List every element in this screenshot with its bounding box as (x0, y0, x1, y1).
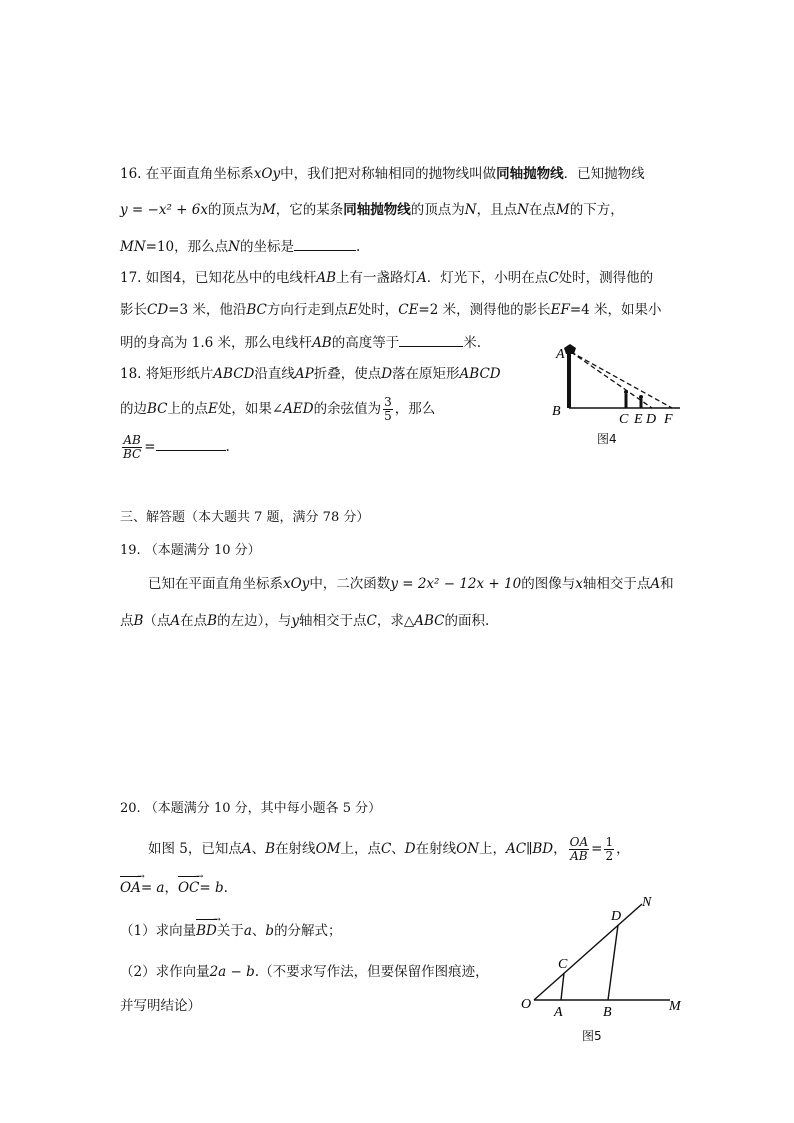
q17-var-a: A (417, 270, 427, 286)
q20-text: 、 (251, 841, 266, 857)
q19-text: 已知在平面直角坐标系 (148, 576, 283, 592)
q20-text: .（不要求写作法，但要保留作图痕迹， (254, 964, 489, 980)
q20-text: 、 (391, 841, 405, 857)
q18-ratio-denominator: BC (123, 447, 142, 461)
fig5-label-d: D (611, 909, 622, 924)
q18-var-bc: BC (147, 401, 168, 417)
q16-term-bold: 同轴抛物线 (343, 202, 411, 218)
q18-ratio-fraction (122, 434, 142, 461)
section-3-heading: 三、解答题（本大题共 7 题，满分 78 分） (120, 510, 370, 525)
q16-line-3 (120, 236, 360, 257)
q19-var-x: x (575, 576, 583, 592)
q20-part-1 (120, 921, 342, 941)
q19-var-c: C (366, 613, 377, 629)
fig5-label-c: C (558, 957, 568, 972)
q18-text: 处，如果∠ (217, 401, 284, 417)
q20-half-fraction (604, 836, 614, 863)
q19-var-a: A (650, 576, 661, 592)
q17-text: 上有一盏路灯 (336, 270, 418, 286)
q20-text: . (223, 880, 228, 896)
q17-text: 方向行走到点 (266, 302, 348, 318)
q18-var-d: D (381, 366, 393, 382)
q18-var-ap: AP (294, 366, 314, 382)
q20-vector-oa: OA → (120, 878, 141, 898)
q20-text: ， (164, 880, 178, 896)
q16-text: ．已知抛物线 (563, 166, 645, 182)
q18-text: 沿直线 (254, 366, 295, 382)
q17-text: 明的身高为 1.6 米，那么电线杆 (120, 335, 313, 351)
q20-ratio-numerator: OA (569, 835, 589, 849)
q17-answer-blank[interactable] (399, 332, 463, 347)
q20-var-c: C (380, 841, 392, 857)
q20-parallel-symbol: ∥ (526, 841, 533, 857)
q19-text: 点 (120, 613, 134, 629)
q19-line-1 (148, 574, 674, 594)
fig5-label-b: B (603, 1005, 612, 1020)
q20-var-om: OM (315, 841, 341, 857)
q17-text: 影长 (120, 302, 147, 318)
q16-text: 的坐标是 (239, 239, 294, 255)
q19-var-xoy: xOy (283, 576, 310, 592)
q18-text: 上的点 (167, 401, 209, 417)
fig4-label-c: C (619, 412, 629, 427)
fig5-label-o: O (521, 997, 532, 1012)
fig5-label-n: N (642, 895, 652, 910)
q16-line-1 (120, 164, 645, 184)
q20-text: （1）求向量 (120, 923, 197, 939)
figure-4 (548, 338, 688, 430)
q20-ratio-denominator: AB (570, 849, 588, 863)
q16-text: ，它的某条 (275, 202, 344, 218)
q20-vector-a: a (243, 923, 252, 939)
q16-equation: y = −x² + 6x (120, 202, 208, 218)
q17-var-ab: AB (316, 270, 337, 286)
q20-text: 、 (251, 923, 266, 939)
q17-var-ef: EF (550, 302, 570, 318)
q17-text: 如图4，已知花丛中的电线杆 (145, 270, 317, 286)
q20-text: （2）求作向量 (120, 964, 210, 980)
q16-var-m: M (261, 202, 276, 218)
q19-text: 中，二次函数 (309, 576, 391, 592)
q20-vector-oa-value: = a (140, 880, 165, 896)
q16-text: 的顶点为 (410, 202, 465, 218)
q20-text: 在射线 (415, 841, 457, 857)
q16-var-n: N (464, 202, 477, 218)
q19-var-a: A (170, 613, 181, 629)
q16-var-xoy: xOy (253, 166, 281, 182)
q16-text: 在平面直角坐标系 (145, 166, 254, 182)
fig5-label-a: A (554, 1005, 563, 1020)
q17-text: =3 米，他沿 (168, 302, 247, 318)
q20-text: 在射线 (275, 841, 316, 857)
q17-var-c: C (548, 270, 559, 286)
q16-var-n: N (228, 239, 240, 255)
person-icon (639, 395, 643, 408)
q16-var-m: M (555, 202, 570, 218)
q20-vector-oc: OC → (178, 878, 199, 898)
q20-vector-bd: BD → (196, 921, 217, 941)
q19-text: 的图像与 (521, 576, 576, 592)
q20-text: ， (553, 841, 567, 857)
q18-var-abcd: ABCD (459, 366, 501, 382)
q19-text: 的面积. (444, 613, 490, 629)
q18-cos-fraction (383, 396, 393, 423)
figure-5 (512, 892, 692, 1022)
q18-line-1 (120, 364, 501, 384)
q18-period: . (225, 439, 230, 455)
q20-var-a: A (241, 841, 252, 857)
segment-ac (561, 973, 564, 1000)
q16-text: 中，我们把对称轴相同的抛物线叫做 (280, 166, 497, 182)
q20-vector-2a-b: 2a − b (209, 964, 255, 980)
fig4-label-b: B (552, 404, 561, 419)
lamp-icon (564, 344, 576, 354)
q17-text: =2 米，测得他的影长 (418, 302, 551, 318)
q20-text: ， (616, 841, 630, 857)
q17-text: ．灯光下，小明在点 (426, 270, 549, 286)
q18-number: 18. (120, 366, 142, 382)
q20-part-2 (120, 962, 489, 982)
q16-line-2 (120, 200, 624, 220)
q19-text: 在点 (180, 613, 208, 629)
q18-cos-numerator: 3 (384, 395, 392, 409)
q19-text: 轴相交于点 (582, 576, 651, 592)
fig4-label-d: D (646, 412, 657, 427)
q20-equals: = (591, 841, 603, 857)
q17-line-3 (120, 332, 481, 353)
person-icon (624, 390, 628, 408)
q17-number: 17. (120, 270, 142, 286)
q17-line-1 (120, 268, 653, 288)
q20-line-2 (120, 878, 228, 898)
fig4-label-e: E (634, 412, 643, 427)
q20-var-ac: AC (506, 841, 527, 857)
q16-text: =10，那么点 (145, 239, 229, 255)
q20-text: 如图 5，已知点 (148, 841, 242, 857)
q19-var-b: B (133, 613, 144, 629)
q20-ratio-fraction (569, 836, 590, 863)
q16-text: 在点 (528, 202, 556, 218)
q18-line-2 (120, 396, 435, 423)
q19-equation: y = 2x² − 12x + 10 (390, 576, 522, 592)
q16-term-bold: 同轴抛物线 (496, 166, 564, 182)
q17-var-e: E (347, 302, 358, 318)
q18-ratio-numerator: AB (123, 433, 141, 447)
q20-text: 的分解式； (274, 923, 342, 939)
q20-half-numerator: 1 (605, 835, 614, 849)
q18-text: 将矩形纸片 (145, 366, 214, 382)
q17-text: 处时， (357, 302, 399, 318)
q19-heading: 19. （本题满分 10 分） (120, 543, 261, 558)
segment-bd (608, 925, 618, 1000)
q20-line-1 (148, 836, 630, 863)
q18-text: 折叠，使点 (313, 366, 382, 382)
q16-number: 16. (120, 166, 142, 182)
q16-answer-blank[interactable] (294, 236, 356, 251)
q16-text: 的顶点为 (207, 202, 262, 218)
q17-line-2 (120, 300, 662, 320)
q17-var-cd: CD (147, 302, 169, 318)
q17-text: =4 米，如果小 (569, 302, 662, 318)
q18-text: 的边 (120, 401, 147, 417)
q18-line-3 (120, 434, 230, 461)
q18-var-e: E (208, 401, 218, 417)
fig4-label-f: F (664, 412, 673, 427)
q20-half-denominator: 2 (605, 849, 614, 863)
fig4-label-a: A (556, 347, 565, 362)
q20-vector-oc-value: = b (199, 880, 224, 896)
q17-text: 的高度等于 (331, 335, 400, 351)
q17-var-ce: CE (398, 302, 419, 318)
pole (567, 354, 571, 408)
q16-text: 的下方， (569, 202, 624, 218)
q20-heading: 20. （本题满分 10 分，其中每小题各 5 分） (120, 801, 382, 816)
q19-line-2 (120, 611, 489, 631)
q20-var-b: B (265, 841, 276, 857)
q18-equals: = (144, 439, 156, 455)
q20-vector-b: b (265, 923, 275, 939)
q18-var-aed: AED (283, 401, 314, 417)
q19-text: 和 (660, 576, 674, 592)
q19-var-y: y (291, 613, 299, 629)
q18-cos-denominator: 5 (384, 409, 392, 423)
fig5-label-m: M (669, 999, 681, 1014)
q19-text: （点 (143, 613, 171, 629)
q20-var-d: D (404, 841, 416, 857)
q18-text: 的余弦值为 (313, 401, 382, 417)
q19-text: ，求△ (376, 613, 415, 629)
q18-answer-blank[interactable] (156, 436, 226, 451)
q17-var-bc: BC (246, 302, 267, 318)
q20-text: 上， (479, 841, 507, 857)
q16-text: ，且点 (476, 202, 518, 218)
q17-var-ab: AB (312, 335, 332, 351)
q20-var-bd: BD (532, 841, 554, 857)
light-ray-2 (571, 352, 672, 408)
q19-var-b: B (207, 613, 218, 629)
figure-4-caption: 图4 (597, 432, 617, 446)
q20-part-2-cont: 并写明结论） (120, 998, 201, 1014)
q19-text: 的左边），与 (217, 613, 292, 629)
q20-text: 关于 (216, 923, 244, 939)
q16-period: . (355, 239, 361, 255)
q20-var-on: ON (456, 841, 480, 857)
q17-text: 处时，测得他的 (558, 270, 654, 286)
q19-var-abc: ABC (414, 613, 445, 629)
q18-text: ，那么 (394, 401, 436, 417)
ray-on (534, 904, 642, 1000)
figure-5-caption: 图5 (582, 1029, 602, 1043)
q17-text: 米. (463, 335, 482, 351)
q18-text: 落在原矩形 (392, 366, 460, 382)
q20-text: 上，点 (340, 841, 381, 857)
q16-var-mn: MN (120, 239, 146, 255)
q19-text: 轴相交于点 (298, 613, 367, 629)
q18-var-abcd: ABCD (213, 366, 255, 382)
q16-var-n: N (517, 202, 529, 218)
